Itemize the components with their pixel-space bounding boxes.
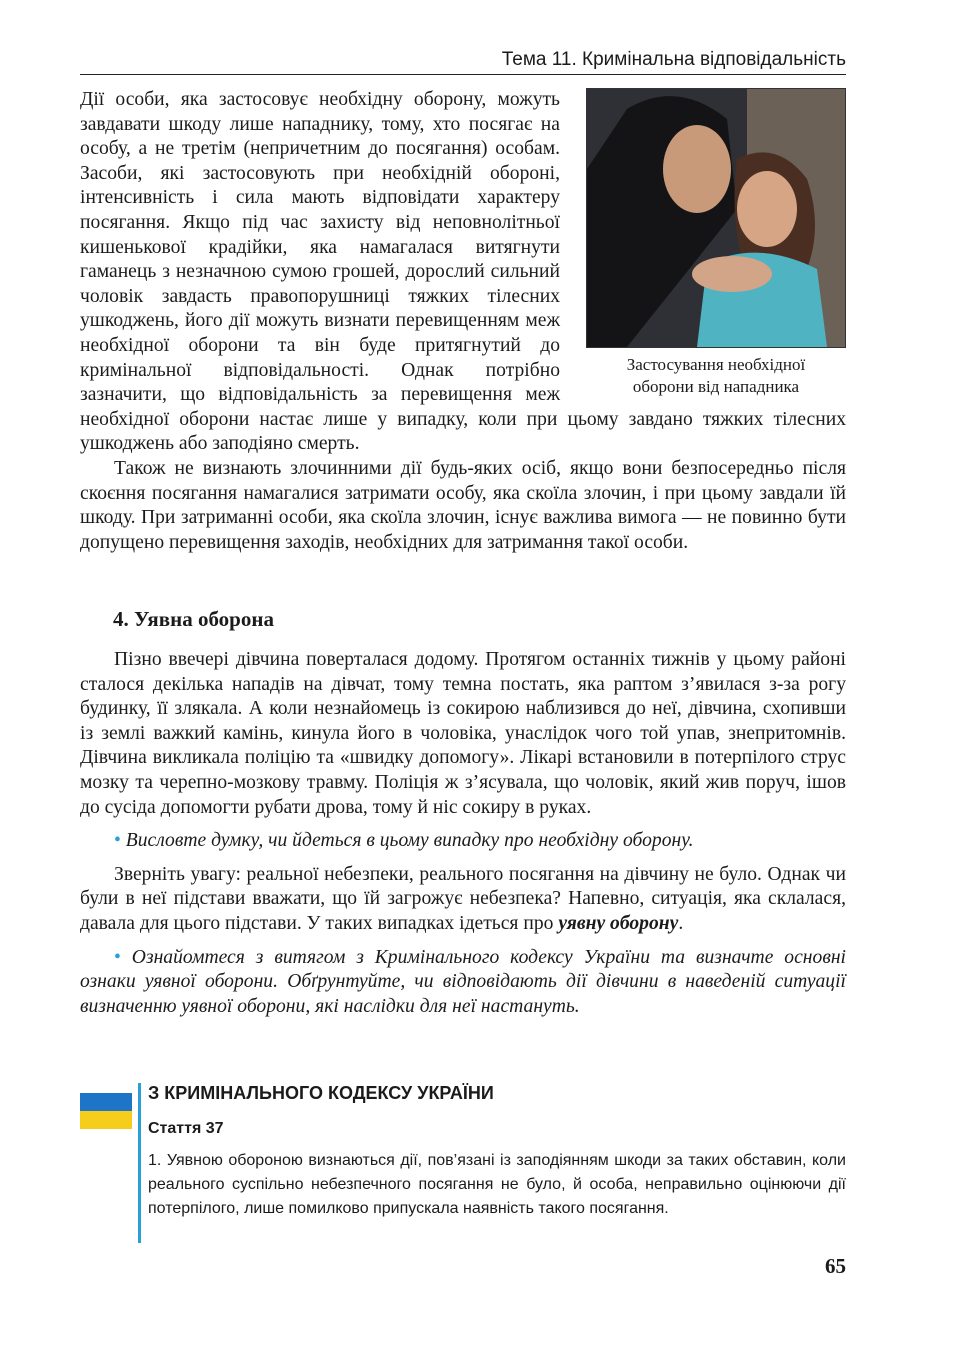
figure-caption bbox=[586, 354, 846, 398]
paragraph: Дії особи, яка застосовує необхідну оборону, можуть завдавати шкоду лише нападнику, тому, хто посягає на особу, а не третім (непричетним до посягання) особам. Засоби, які застосовують при необхідній обороні, інтенсивність і сила мають відповідати характеру посягання. Якщо під час захисту від неповнолітньої кишенькової крадійки, яка намагалася витягнути гаманець з незначною сумою грошей, дорослий сильний чоловік завдасть правопорушниці тяжких тілесних ушкоджень, його дії можуть визнати перевищенням меж необхідної оборони та він буде притягнутий до кримінальної відповідальності. Однак потрібно зазначити, що відповідальність за перевищення меж необхідної оборони настає лише у випадку, коли при цьому завдано тяжких тілесних ушкоджень або заподіяно смерть. bbox=[80, 89, 846, 455]
paragraph-text: Зверніть увагу: реальної небезпеки, реального посягання на дівчину не було. Однак чи були в неї підстави вважати, що їй загрожує небезпека? Напевно, ситуація, яка склалася, давала для цього підстави. У таких випадках ідеться про bbox=[80, 863, 846, 934]
figure bbox=[586, 88, 846, 396]
paragraph-text: . bbox=[678, 912, 684, 934]
bullet-icon: • bbox=[114, 830, 121, 852]
criminal-code-box bbox=[80, 1083, 846, 1243]
section-text-block bbox=[80, 648, 846, 1019]
photo-image bbox=[586, 88, 846, 348]
accent-line bbox=[138, 1083, 141, 1243]
paragraph: Пізно ввечері дівчина поверталася додому. Протягом останніх тижнів у цьому районі сталося декілька нападів на дівчат, тому темна постать, яка раптом з’явилася з-за рогу будинку, її злякала. А коли незнайомець із сокирою наблизився до неї, дівчина, схопивши із землі важкий камінь, кинула його в чоловіка, унаслідок чого той упав, знепритомнів. Дівчина викликала поліцію та «швидку допомогу». Лікарі встановили в потерпілого струс мозку та черепно-мозкову травму. Поліція ж з’ясувала, що чоловік, який жив поруч, ішов до сусіда допомогти рубати дрова, тому й ніс сокиру в руках. bbox=[80, 649, 846, 818]
task-text: Висловте думку, чи йдеться в цьому випадку про необхідну оборону. bbox=[125, 830, 694, 852]
article-text: 1. Уявною обороною визнаються дії, пов’язані із заподіянням шкоди за таких обставин, коли реального суспільно небезпечного посягання не було, й особа, неправильно оцінюючи дії потерпілого, лише помилково припускала наявність такого посягання. bbox=[148, 1152, 846, 1217]
ukraine-flag-icon bbox=[80, 1093, 132, 1129]
caption-line: оборони від нападника bbox=[632, 377, 800, 396]
box-title: З КРИМІНАЛЬНОГО КОДЕКСУ УКРАЇНИ bbox=[148, 1083, 494, 1103]
bullet-icon: • bbox=[114, 946, 121, 968]
page-number: 65 bbox=[825, 1254, 846, 1278]
photo-illustration bbox=[587, 89, 845, 347]
key-term: уявну оборону bbox=[558, 912, 679, 934]
paragraph bbox=[80, 863, 846, 937]
article-number: Стаття 37 bbox=[148, 1120, 224, 1137]
paragraph: Також не визнають злочинними дії будь-яких осіб, якщо вони безпосередньо після скоєння посягання намагалися затримати особу, яка скоїла злочин, і при цьому завдали їй шкоду. При затриманні особи, яка скоїла злочин, існує важлива вимога — не повинно бути допущено перевищення заходів, необхідних для затримання такої особи. bbox=[80, 457, 846, 553]
running-header bbox=[80, 48, 846, 75]
task-text: Ознайомтеся з витягом з Кримінального кодексу України та визначте основні ознаки уявної оборони. Обґрунтуйте, чи відповідають дії дівчини в наведеній ситуації визначенню уявної оборони, які наслідки для неї настануть. bbox=[80, 946, 846, 1017]
section-heading: 4. Уявна оборона bbox=[113, 607, 274, 631]
task-item bbox=[80, 946, 846, 1020]
caption-line: Застосування необхідної bbox=[626, 355, 806, 374]
main-text-block bbox=[80, 88, 846, 555]
task-item bbox=[80, 829, 846, 854]
header-title: Тема 11. Кримінальна відповідальність bbox=[501, 49, 846, 70]
